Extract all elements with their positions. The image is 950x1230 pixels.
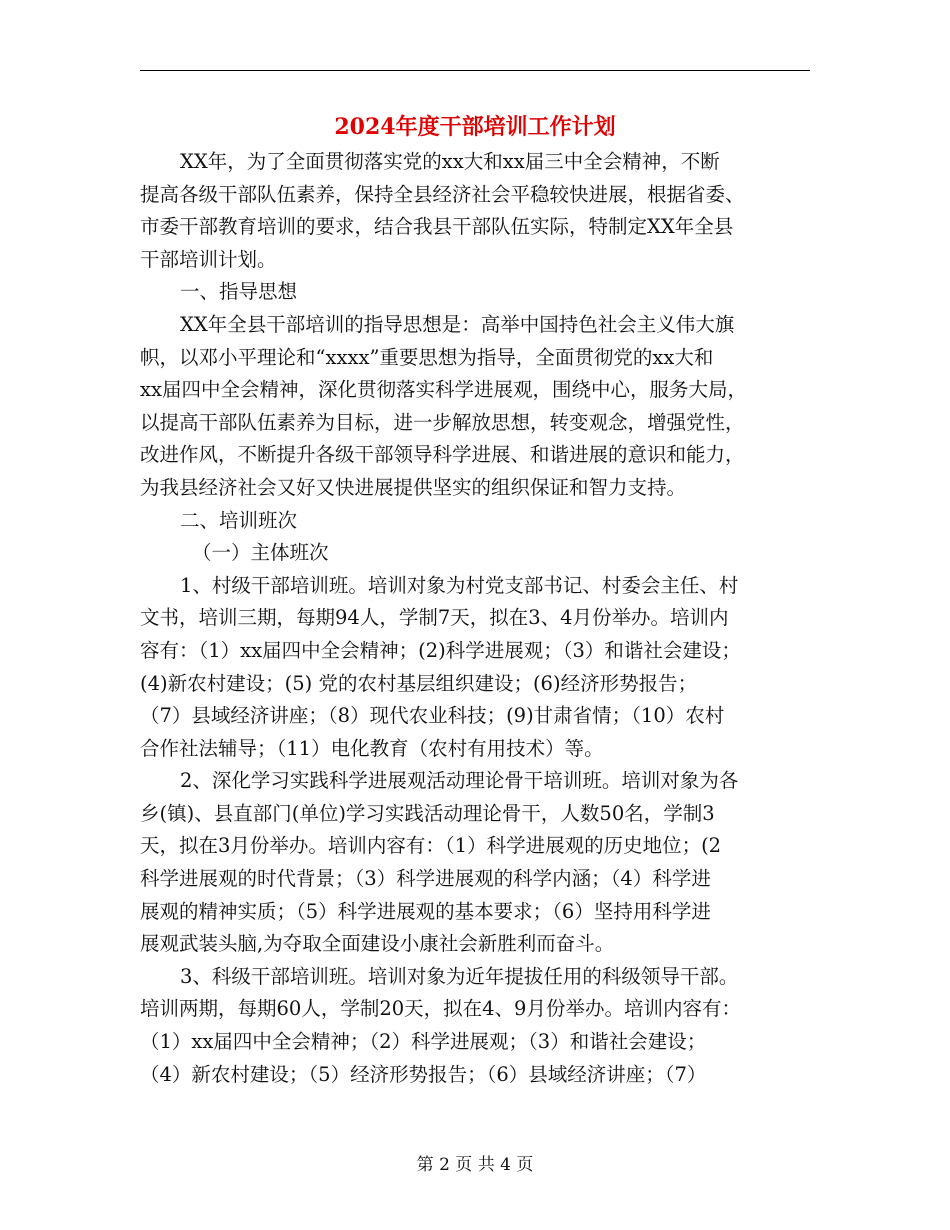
paragraph-line: 3、科级干部培训班。培训对象为近年提拔任用的科级领导干部。	[180, 964, 739, 988]
paragraph-line: 帜，以邓小平理论和“xxxx”重要思想为指导，全面贯彻党的xx大和	[140, 345, 714, 369]
paragraph-line: 乡(镇)、县直部门(单位)学习实践活动理论骨干，人数50名，学制3	[140, 801, 715, 825]
paragraph-line: XX年全县干部培训的指导思想是：高举中国持色社会主义伟大旗	[180, 312, 735, 336]
paragraph-line: 提高各级干部队伍素养，保持全县经济社会平稳较快进展，根据省委、	[140, 182, 745, 206]
paragraph-line: 展观的精神实质；（5）科学进展观的基本要求；（6）坚持用科学进	[140, 899, 711, 923]
subsection-heading: （一）主体班次	[192, 541, 329, 565]
paragraph-line: （7）县域经济讲座；（8）现代农业科技；(9)甘肃省情；（10）农村	[140, 704, 725, 728]
paragraph-line: 容有：（1）xx届四中全会精神；(2)科学进展观；（3）和谐社会建设；	[140, 638, 741, 662]
paragraph-line: 天，拟在3月份举办。培训内容有：（1）科学进展观的历史地位；(2	[140, 834, 722, 858]
page-number: 第 2 页 共 4 页	[416, 1155, 534, 1175]
paragraph-line: （4）新农村建设；（5）经济形势报告；（6）县域经济讲座；（7）	[140, 1062, 707, 1086]
paragraph-line: 文书，培训三期，每期94人，学制7天，拟在3、4月份举办。培训内	[140, 606, 729, 630]
paragraph-line: 以提高干部队伍素养为目标，进一步解放思想，转变观念，增强党性，	[140, 410, 745, 434]
document-body	[140, 146, 812, 1091]
section-heading: 一、指导思想	[180, 280, 298, 304]
paragraph-line: 2、深化学习实践科学进展观活动理论骨干培训班。培训对象为各	[180, 769, 739, 793]
paragraph-line: 培训两期，每期60人，学制20天，拟在4、9月份举办。培训内容有：	[140, 997, 741, 1021]
paragraph-line: xx届四中全会精神，深化贯彻落实科学进展观，围绕中心，服务大局，	[140, 378, 747, 402]
paragraph-line: 改进作风，不断提升各级干部领导科学进展、和谐进展的意识和能力，	[140, 443, 745, 467]
paragraph-line: 1、村级干部培训班。培训对象为村党支部书记、村委会主任、村	[180, 573, 739, 597]
paragraph-line: （1）xx届四中全会精神；（2）科学进展观；（3）和谐社会建设；	[140, 1030, 707, 1054]
paragraph-line: 干部培训计划。	[140, 247, 277, 271]
paragraph-line: 合作社法辅导；（11）电化教育（农村有用技术）等。	[140, 736, 604, 760]
header-rule	[140, 70, 810, 71]
paragraph-line: 为我县经济社会又好又快进展提供坚实的组织保证和智力支持。	[140, 475, 687, 499]
section-heading: 二、培训班次	[180, 508, 298, 532]
document-title: 2024年度干部培训工作计划	[334, 114, 616, 140]
paragraph-line: XX年，为了全面贯彻落实党的xx大和xx届三中全会精神，不断	[180, 150, 720, 173]
paragraph-line: 科学进展观的时代背景；（3）科学进展观的科学内涵；（4）科学进	[140, 867, 711, 891]
paragraph-line: (4)新农村建设；(5) 党的农村基层组织建设；(6)经济形势报告；	[140, 671, 698, 695]
paragraph-line: 市委干部教育培训的要求，结合我县干部队伍实际，特制定XX年全县	[140, 215, 734, 239]
paragraph-line: 展观武装头脑,为夺取全面建设小康社会新胜利而奋斗。	[140, 932, 615, 956]
